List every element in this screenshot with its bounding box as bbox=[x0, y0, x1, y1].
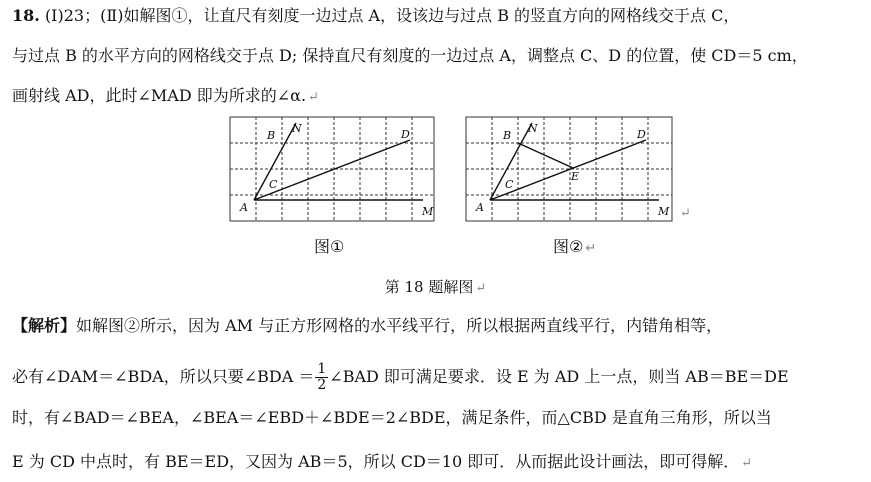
analysis-text-3: 时，有∠BAD＝∠BEA，∠BEA＝∠EBD＋∠BDE＝2∠BDE，满足条件，而△CBD 是直角三角形，所以当 bbox=[12, 408, 772, 427]
analysis-line-4 bbox=[12, 452, 752, 474]
label-d: D bbox=[637, 128, 646, 141]
problem-text-2: 与过点 B 的水平方向的网格线交于点 D; 保持直尺有刻度的一边过点 A，调整点 C、D 的位置，使 CD＝5 cm， bbox=[12, 46, 808, 65]
fraction-half: $\frac{1}{2}$ bbox=[317, 361, 327, 393]
label-d: D bbox=[401, 128, 410, 141]
figure-2 bbox=[465, 116, 677, 224]
problem-number: 18. bbox=[12, 6, 40, 25]
analysis-line-1 bbox=[12, 316, 722, 336]
figure-1 bbox=[229, 116, 437, 224]
analysis-line-2 bbox=[12, 362, 789, 393]
label-b: B bbox=[503, 129, 512, 142]
label-a: A bbox=[240, 201, 248, 214]
figure-2-caption: 图② ↵ bbox=[553, 237, 597, 256]
problem-line-1 bbox=[12, 6, 739, 26]
figure-title: 第 18 题解图 ↵ bbox=[384, 278, 487, 296]
label-c: C bbox=[505, 178, 514, 191]
return-mark: ↵ bbox=[308, 90, 319, 105]
label-n: N bbox=[292, 122, 302, 135]
return-mark: ↵ bbox=[680, 206, 691, 221]
figure-1-caption: 图① bbox=[314, 237, 345, 256]
analysis-text-4: E 为 CD 中点时，有 BE＝ED，又因为 AB＝5，所以 CD＝10 即可．从而据此设计画法，即可得解． bbox=[12, 452, 740, 471]
ray-ad bbox=[490, 140, 646, 200]
analysis-text-2b: ∠BAD 即可满足要求．设 E 为 AD 上一点，则当 AB＝BE＝DE bbox=[329, 367, 789, 386]
problem-text-1: (Ⅰ)23；(Ⅱ)如解图①，让直尺有刻度一边过点 A，设该边与过点 B 的竖直方向的网格线交于点 C， bbox=[44, 6, 740, 25]
analysis-text-2a: 必有∠DAM＝∠BDA，所以只要∠BDA ＝ bbox=[12, 367, 315, 386]
problem-line-2 bbox=[12, 46, 808, 66]
segment-be bbox=[518, 143, 573, 168]
analysis-tag: 【解析】 bbox=[12, 316, 77, 335]
label-a: A bbox=[476, 201, 484, 214]
ray-ad bbox=[254, 140, 410, 200]
return-mark: ↵ bbox=[741, 456, 753, 471]
label-m: M bbox=[422, 205, 434, 218]
analysis-text-1: 如解图②所示，因为 AM 与正方形网格的水平线平行，所以根据两直线平行，内错角相等， bbox=[76, 316, 723, 335]
label-c: C bbox=[269, 178, 278, 191]
problem-line-3 bbox=[12, 86, 319, 108]
analysis-line-3 bbox=[12, 408, 772, 428]
label-m: M bbox=[658, 205, 670, 218]
label-b: B bbox=[267, 129, 276, 142]
label-n: N bbox=[528, 122, 538, 135]
label-e: E bbox=[571, 170, 580, 183]
problem-text-3: 画射线 AD，此时∠MAD 即为所求的∠α. bbox=[12, 86, 307, 105]
